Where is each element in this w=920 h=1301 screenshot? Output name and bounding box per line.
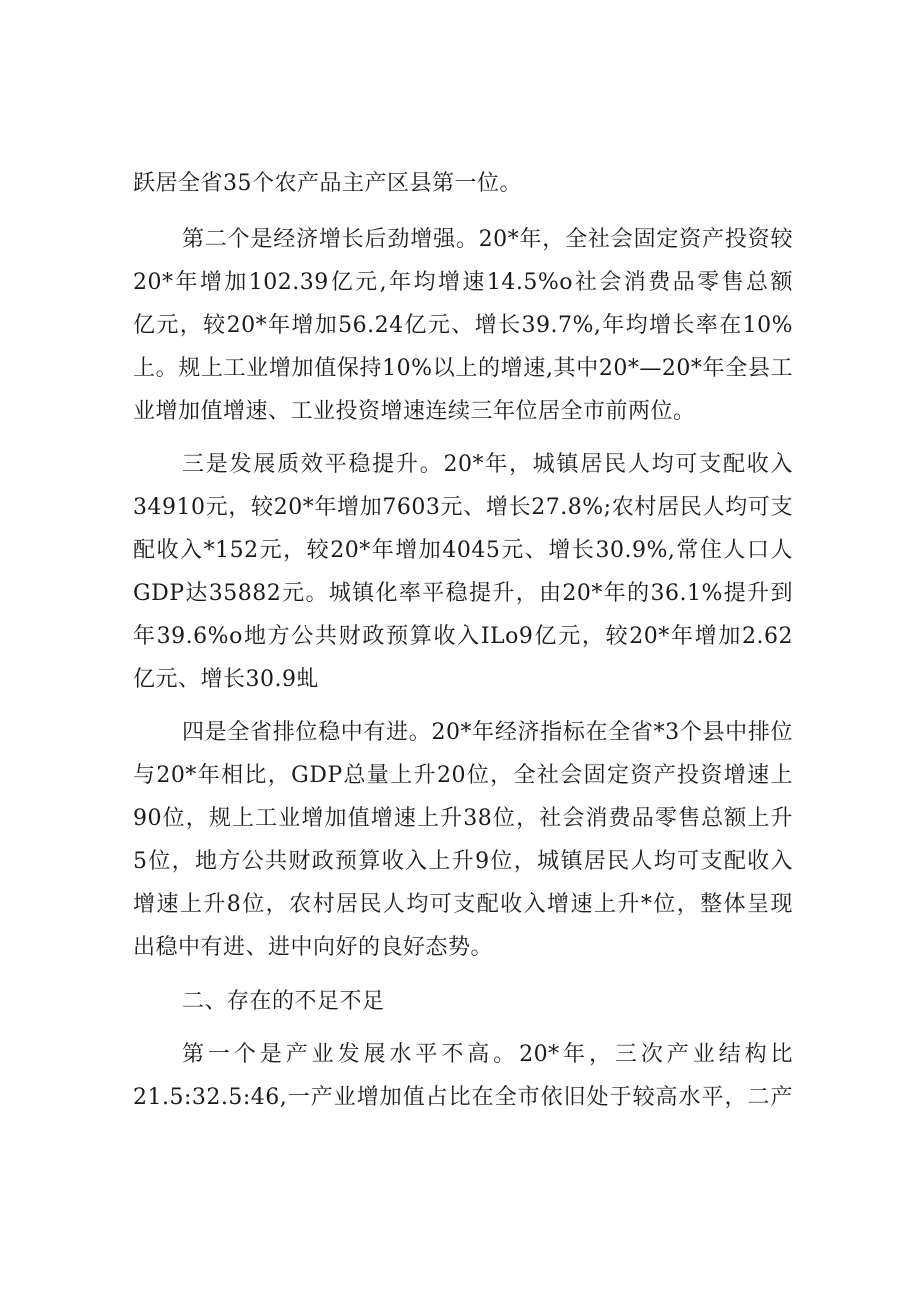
text-line: 34910元，较20*年增加7603元、增长27.8%;农村居民人均可支 bbox=[133, 495, 793, 520]
text-line: 5位，地方公共财政预算收入上升9位，城镇居民人均可支配收入 bbox=[133, 849, 793, 874]
text-line: 三是发展质效平稳提升。20*年，城镇居民人均可支配收入 bbox=[182, 452, 793, 477]
text-line: 四是全省排位稳中有进。20*年经济指标在全省*3个县中排位 bbox=[182, 720, 793, 745]
text-line: 亿元、增长30.9虬 bbox=[133, 667, 319, 692]
text-line: 年39.6%o地方公共财政预算收入ILo9亿元，较20*年增加2.62 bbox=[133, 624, 793, 649]
section-heading: 二、存在的不足不足 bbox=[182, 989, 385, 1014]
text-line: 业增加值增速、工业投资增速连续三年位居全市前两位。 bbox=[133, 399, 696, 424]
text-line: 跃居全省35个农产品主产区县第一位。 bbox=[133, 171, 522, 196]
text-line: 第二个是经济增长后劲增强。20*年，全社会固定资产投资较 bbox=[182, 227, 793, 252]
text-line: 配收入*152元，较20*年增加4045元、增长30.9%,常住人口人 bbox=[133, 538, 793, 563]
text-line: 20*年增加102.39亿元,年均增速14.5%o社会消费品零售总额 bbox=[133, 270, 793, 295]
text-line: 亿元，较20*年增加56.24亿元、增长39.7%,年均增长率在10% bbox=[133, 313, 793, 338]
text-line: 出稳中有进、进中向好的良好态势。 bbox=[133, 935, 494, 960]
text-line: 增速上升8位，农村居民人均可支配收入增速上升*位，整体呈现 bbox=[133, 892, 793, 917]
text-line: 与20*年相比，GDP总量上升20位，全社会固定资产投资增速上 bbox=[133, 763, 793, 788]
text-line: 第一个是产业发展水平不高。20*年，三次产业结构比 bbox=[182, 1042, 793, 1067]
text-line: GDP达35882元。城镇化率平稳提升，由20*年的36.1%提升到 bbox=[133, 581, 793, 606]
text-line: 上。规上工业增加值保持10%以上的增速,其中20*—20*年全县工 bbox=[133, 356, 793, 381]
text-line: 21.5:32.5:46,一产业增加值占比在全市依旧处于较高水平，二产 bbox=[133, 1085, 793, 1110]
text-line: 90位，规上工业增加值增速上升38位，社会消费品零售总额上升 bbox=[133, 806, 793, 831]
